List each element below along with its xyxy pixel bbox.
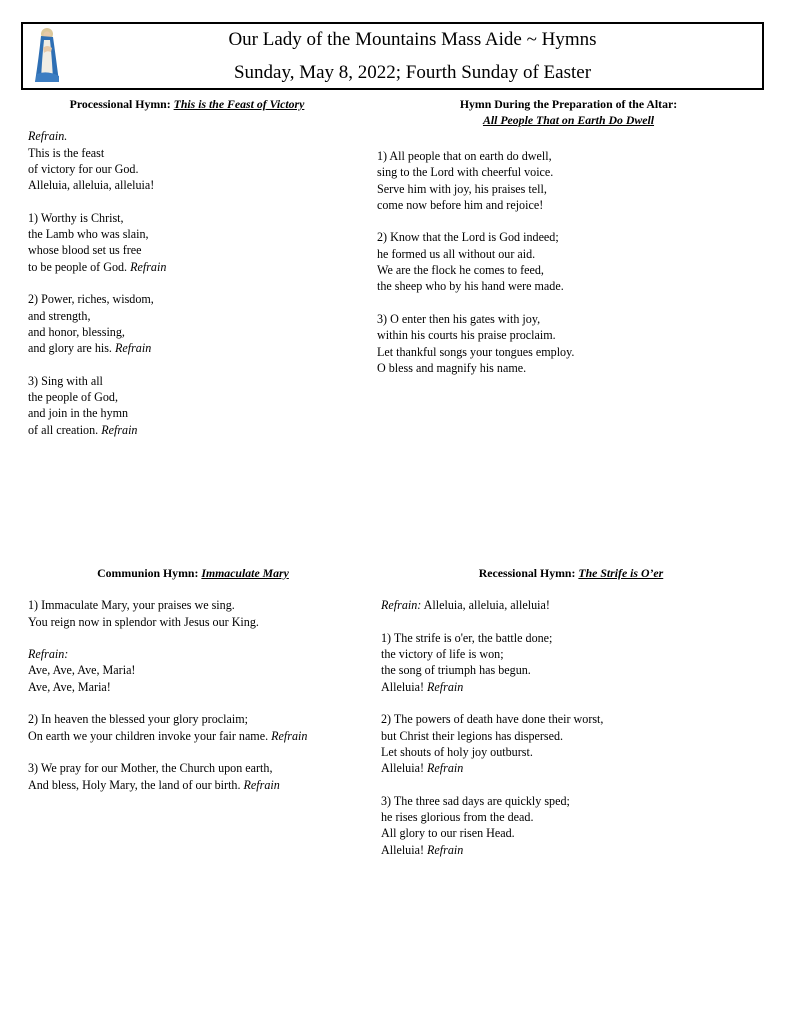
lyric-line: We are the flock he comes to feed, <box>377 263 544 278</box>
lyric-line <box>381 679 771 695</box>
refrain-cue: Refrain <box>427 842 464 857</box>
lyric-line <box>28 259 358 275</box>
lyric-line: the people of God, <box>28 390 119 405</box>
refrain-cue: Refrain <box>427 679 464 694</box>
lyric-line: Let shouts of holy joy outburst. <box>381 744 533 759</box>
lyric-line: All glory to our risen Head. <box>381 826 515 841</box>
refrain-cue: Refrain <box>130 259 167 274</box>
lyric-line: Ave, Ave, Maria! <box>28 679 111 694</box>
lyric-line: 1) The strife is o'er, the battle done; <box>381 630 553 645</box>
processional-hymn-section <box>28 96 358 438</box>
hymn-title: This is the Feast of Victory <box>173 97 305 111</box>
lyric-line: 2) Know that the Lord is God indeed; <box>377 230 559 245</box>
lyric-line: come now before him and rejoice! <box>377 197 544 212</box>
page-title: Our Lady of the Mountains Mass Aide ~ Hymns <box>228 29 597 50</box>
lyric-line: 2) In heaven the blessed your glory proclaim; <box>28 712 248 727</box>
lyric-line: the song of triumph has begun. <box>381 663 531 678</box>
lyric-line: the victory of life is won; <box>381 647 504 662</box>
lyric-line: the Lamb who was slain, <box>28 227 149 242</box>
lyric-line: sing to the Lord with cheerful voice. <box>377 165 554 180</box>
header-box <box>21 22 764 90</box>
lyric-text: of all creation. <box>28 422 102 437</box>
hymn-title: Immaculate Mary <box>201 566 289 580</box>
heading-label: Recessional Hymn: <box>478 566 579 580</box>
heading-label: Processional Hymn: <box>69 97 174 111</box>
refrain-cue: Refrain <box>427 761 464 776</box>
heading-label: Communion Hymn: <box>97 566 202 580</box>
preparation-heading <box>377 96 760 128</box>
refrain-label: Refrain: <box>28 647 69 662</box>
lyric-line: he rises glorious from the dead. <box>381 810 534 825</box>
lyric-text: and glory are his. <box>28 341 115 356</box>
lyric-line <box>28 777 368 793</box>
lyric-line: of victory for our God. <box>28 161 139 176</box>
lyric-line <box>28 728 368 744</box>
refrain-cue: Refrain <box>271 728 308 743</box>
lyric-line <box>381 760 771 776</box>
lyric-line: and strength, <box>28 308 91 323</box>
lyric-text: to be people of God. <box>28 259 131 274</box>
lyric-line <box>28 340 358 356</box>
lyric-line <box>381 842 771 858</box>
lyric-line: 3) O enter then his gates with joy, <box>377 311 541 326</box>
lyric-line: Ave, Ave, Ave, Maria! <box>28 663 136 678</box>
lyric-line: 3) The three sad days are quickly sped; <box>381 793 570 808</box>
lyric-line <box>381 597 771 613</box>
preparation-hymn-section <box>377 96 767 376</box>
lyric-line: Let thankful songs your tongues employ. <box>377 344 575 359</box>
page-subtitle: Sunday, May 8, 2022; Fourth Sunday of Easter <box>233 62 592 83</box>
refrain-cue: Refrain <box>114 341 152 356</box>
lyric-line: 3) Sing with all <box>28 373 103 388</box>
hymn-title: All People That on Earth Do Dwell <box>482 113 655 127</box>
lyric-line: 1) Worthy is Christ, <box>28 210 124 225</box>
lyric-text: On earth we your children invoke your fair name. <box>28 728 272 743</box>
lyric-text: And bless, Holy Mary, the land of our birth. <box>28 777 244 792</box>
lyric-line: he formed us all without our aid. <box>377 246 536 261</box>
lyric-line: but Christ their legions has dispersed. <box>381 728 564 743</box>
refrain-cue: Refrain <box>101 422 138 437</box>
lyric-line <box>28 422 358 438</box>
madonna-statue-icon <box>29 26 65 86</box>
lyric-text: Alleluia! <box>381 761 428 776</box>
recessional-heading <box>381 565 761 581</box>
refrain-cue: Refrain <box>243 777 280 792</box>
heading-label: Hymn During the Preparation of the Altar: <box>459 97 678 111</box>
processional-heading <box>16 96 358 112</box>
lyric-line: and join in the hymn <box>28 406 129 421</box>
lyric-line: the sheep who by his hand were made. <box>377 279 564 294</box>
lyric-line: 3) We pray for our Mother, the Church upon earth, <box>28 761 273 776</box>
lyric-line: within his courts his praise proclaim. <box>377 328 556 343</box>
lyric-line: and honor, blessing, <box>28 324 125 339</box>
lyric-text: Alleluia! <box>381 679 428 694</box>
lyric-line: 2) Power, riches, wisdom, <box>28 292 154 307</box>
refrain-label: Refrain. <box>28 129 68 144</box>
recessional-hymn-section <box>381 565 771 858</box>
lyric-line: This is the feast <box>28 145 105 160</box>
lyric-line: Serve him with joy, his praises tell, <box>377 181 547 196</box>
lyric-line: 2) The powers of death have done their worst, <box>381 712 604 727</box>
lyric-line: You reign now in splendor with Jesus our King. <box>28 614 259 629</box>
lyric-line: O bless and magnify his name. <box>377 360 527 375</box>
lyric-text: Alleluia! <box>381 842 428 857</box>
lyric-text: Alleluia, alleluia, alleluia! <box>421 598 550 613</box>
lyric-line: 1) Immaculate Mary, your praises we sing. <box>28 598 235 613</box>
lyric-line: 1) All people that on earth do dwell, <box>377 149 552 163</box>
lyric-line: whose blood set us free <box>28 243 142 258</box>
refrain-label: Refrain: <box>381 598 422 613</box>
communion-heading <box>28 565 358 581</box>
lyric-line: Alleluia, alleluia, alleluia! <box>28 178 155 193</box>
hymn-title: The Strife is O’er <box>578 566 664 580</box>
communion-hymn-section <box>28 565 368 793</box>
